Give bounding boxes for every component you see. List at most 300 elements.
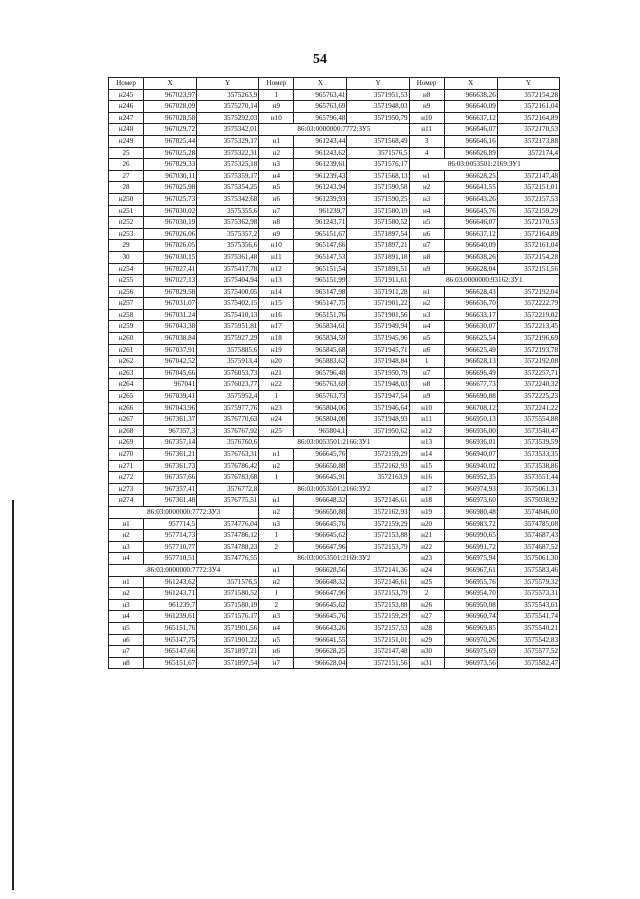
table-row (109, 286, 560, 298)
y-coordinate-cell: 3571897,21 (347, 240, 409, 252)
y-coordinate-cell: 3572162,93 (347, 460, 409, 472)
table-row (109, 588, 560, 600)
y-coordinate-cell: 3571897,54 (197, 657, 259, 669)
y-coordinate-cell: 3571576,17 (197, 611, 259, 623)
table-row (109, 356, 560, 368)
y-coordinate-cell: 3575342,68 (197, 193, 259, 205)
point-number-cell: н1 (259, 449, 294, 461)
x-coordinate-cell: 966628,13 (444, 356, 497, 368)
table-row (109, 472, 560, 484)
x-coordinate-cell: 966955,76 (444, 576, 497, 588)
x-coordinate-cell: 966630,07 (444, 321, 497, 333)
point-number-cell: н21 (259, 367, 294, 379)
x-coordinate-cell: 961243,62 (144, 576, 197, 588)
point-number-cell: н12 (409, 425, 444, 437)
point-number-cell: н25 (409, 576, 444, 588)
x-coordinate-cell: 966645,76 (444, 205, 497, 217)
y-coordinate-cell: 3575410,13 (197, 309, 259, 321)
y-coordinate-cell: 3572154,28 (497, 89, 559, 101)
y-coordinate-cell: 3575579,32 (497, 576, 559, 588)
table-row (109, 182, 560, 194)
table-row (109, 170, 560, 182)
y-coordinate-cell: 3572151,01 (497, 182, 559, 194)
point-number-cell: н2 (259, 460, 294, 472)
y-coordinate-cell: 3575977,76 (197, 402, 259, 414)
table-row (109, 530, 560, 542)
table-row (109, 89, 560, 101)
x-coordinate-cell: 966648,32 (294, 576, 347, 588)
y-coordinate-cell: 3571949,94 (347, 321, 409, 333)
point-number-cell: н15 (259, 298, 294, 310)
point-number-cell: 30 (109, 251, 144, 263)
point-number-cell: н2 (259, 576, 294, 588)
point-number-cell: н23 (259, 402, 294, 414)
x-coordinate-cell: 965796,48 (294, 367, 347, 379)
point-number-cell: н8 (409, 89, 444, 101)
x-coordinate-cell: 965151,67 (294, 228, 347, 240)
x-coordinate-cell: 966936,01 (444, 437, 497, 449)
y-coordinate-cell: 3571948,03 (347, 379, 409, 391)
table-row (109, 599, 560, 611)
y-coordinate-cell: 3575582,47 (497, 657, 559, 669)
y-coordinate-cell: 3571901,56 (347, 309, 409, 321)
point-number-cell: н9 (409, 101, 444, 113)
point-number-cell: н22 (409, 541, 444, 553)
point-number-cell: н19 (259, 344, 294, 356)
y-coordinate-cell: 3576053,73 (197, 367, 259, 379)
point-number-cell: н24 (259, 414, 294, 426)
x-coordinate-cell: 966950,13 (444, 414, 497, 426)
x-coordinate-cell: 967045,66 (144, 367, 197, 379)
x-coordinate-cell: 966980,48 (444, 506, 497, 518)
point-number-cell: н8 (259, 217, 294, 229)
y-coordinate-cell: 3572159,29 (347, 518, 409, 530)
x-coordinate-cell: 966983,72 (444, 518, 497, 530)
x-coordinate-cell: 965151,54 (294, 263, 347, 275)
point-number-cell: н2 (409, 298, 444, 310)
point-number-cell: н5 (109, 622, 144, 634)
x-coordinate-cell: 965834,59 (294, 333, 347, 345)
y-coordinate-cell: 3572164,89 (497, 228, 559, 240)
y-coordinate-cell: 3576775,51 (197, 495, 259, 507)
column-header: Y (497, 78, 559, 90)
x-coordinate-cell: 967037,91 (144, 344, 197, 356)
x-coordinate-cell: 967041 (144, 379, 197, 391)
table-row (109, 147, 560, 159)
x-coordinate-cell: 966696,49 (444, 367, 497, 379)
y-coordinate-cell: 3572174,4 (497, 147, 559, 159)
point-number-cell: н245 (109, 89, 144, 101)
table-row (109, 541, 560, 553)
x-coordinate-cell: 961243,94 (294, 182, 347, 194)
x-coordinate-cell: 966970,26 (444, 634, 497, 646)
y-coordinate-cell: 3574776,04 (197, 518, 259, 530)
y-coordinate-cell: 3572193,78 (497, 344, 559, 356)
point-number-cell: н254 (109, 263, 144, 275)
point-number-cell: н6 (259, 646, 294, 658)
y-coordinate-cell: 3571576,5 (347, 147, 409, 159)
x-coordinate-cell: 965147,66 (294, 240, 347, 252)
y-coordinate-cell: 3575061,31 (497, 483, 559, 495)
y-coordinate-cell: 3571590,58 (347, 182, 409, 194)
point-number-cell: н22 (259, 379, 294, 391)
table-row (109, 553, 560, 565)
y-coordinate-cell: 3575400,05 (197, 286, 259, 298)
y-coordinate-cell: 3572196,69 (497, 333, 559, 345)
y-coordinate-cell: 3572219,02 (497, 309, 559, 321)
x-coordinate-cell: 967025,44 (144, 135, 197, 147)
x-coordinate-cell: 967027,41 (144, 263, 197, 275)
y-coordinate-cell: 3571576,5 (197, 576, 259, 588)
x-coordinate-cell: 965147,98 (294, 286, 347, 298)
table-row (109, 367, 560, 379)
point-number-cell: н9 (409, 263, 444, 275)
y-coordinate-cell: 3575404,94 (197, 275, 259, 287)
y-coordinate-cell: 3571945,71 (347, 344, 409, 356)
x-coordinate-cell: 967028,58 (144, 112, 197, 124)
point-number-cell: н262 (109, 356, 144, 368)
x-coordinate-cell: 967023,97 (144, 89, 197, 101)
column-header: X (294, 78, 347, 90)
point-number-cell: н252 (109, 217, 144, 229)
y-coordinate-cell: 3575329,17 (197, 135, 259, 147)
y-coordinate-cell: 3575325,18 (197, 159, 259, 171)
point-number-cell: н1 (259, 495, 294, 507)
point-number-cell: н31 (409, 657, 444, 669)
y-coordinate-cell: 3573551,44 (497, 472, 559, 484)
point-number-cell: н16 (409, 472, 444, 484)
point-number-cell: н2 (109, 530, 144, 542)
y-coordinate-cell: 3571901,22 (347, 298, 409, 310)
y-coordinate-cell: 3571901,56 (197, 622, 259, 634)
x-coordinate-cell: 965763,69 (294, 379, 347, 391)
x-coordinate-cell: 966625,49 (444, 344, 497, 356)
point-number-cell: н3 (109, 541, 144, 553)
point-number-cell: н273 (109, 483, 144, 495)
point-number-cell: н261 (109, 344, 144, 356)
x-coordinate-cell: 965147,75 (294, 298, 347, 310)
x-coordinate-cell: 966967,61 (444, 564, 497, 576)
y-coordinate-cell: 3572146,61 (347, 495, 409, 507)
point-number-cell: н7 (259, 657, 294, 669)
y-coordinate-cell: 3572161,04 (497, 101, 559, 113)
x-coordinate-cell: 965763,41 (294, 89, 347, 101)
point-number-cell: н27 (409, 611, 444, 623)
x-coordinate-cell: 967357,41 (144, 483, 197, 495)
section-heading-cell: 86:03:0053501:2166:ЗУ1 (259, 437, 409, 449)
section-heading-cell: 86:03:0000000:7772:ЗУ4 (109, 564, 259, 576)
x-coordinate-cell: 965147,53 (294, 251, 347, 263)
x-coordinate-cell: 965804,06 (294, 402, 347, 414)
y-coordinate-cell: 3575573,31 (497, 588, 559, 600)
y-coordinate-cell: 3572147,48 (497, 170, 559, 182)
x-coordinate-cell: 966636,70 (444, 298, 497, 310)
y-coordinate-cell: 3571950,62 (347, 425, 409, 437)
y-coordinate-cell: 3572153,79 (347, 588, 409, 600)
y-coordinate-cell: 3572151,56 (347, 657, 409, 669)
y-coordinate-cell: 3572257,71 (497, 367, 559, 379)
y-coordinate-cell: 3571948,93 (347, 414, 409, 426)
y-coordinate-cell: 3572225,23 (497, 391, 559, 403)
y-coordinate-cell: 3572159,29 (497, 205, 559, 217)
point-number-cell: 1 (409, 356, 444, 368)
y-coordinate-cell: 3571947,54 (347, 391, 409, 403)
y-coordinate-cell: 3571948,03 (347, 101, 409, 113)
x-coordinate-cell: 965147,75 (144, 634, 197, 646)
point-number-cell: н5 (259, 182, 294, 194)
y-coordinate-cell: 3576786,42 (197, 460, 259, 472)
y-coordinate-cell: 3575355,6 (197, 205, 259, 217)
table-row (109, 101, 560, 113)
y-coordinate-cell: 3576767,92 (197, 425, 259, 437)
x-coordinate-cell: 965804,08 (294, 414, 347, 426)
column-header: X (444, 78, 497, 90)
point-number-cell: н5 (259, 634, 294, 646)
point-number-cell: н1 (259, 135, 294, 147)
table-row (109, 251, 560, 263)
table-row (109, 414, 560, 426)
x-coordinate-cell: 966952,35 (444, 472, 497, 484)
point-number-cell: н263 (109, 367, 144, 379)
x-coordinate-cell: 966650,88 (294, 506, 347, 518)
y-coordinate-cell: 3571911,28 (347, 286, 409, 298)
point-number-cell: н13 (409, 437, 444, 449)
x-coordinate-cell: 967357,66 (144, 472, 197, 484)
table-row (109, 275, 560, 287)
table-row (109, 576, 560, 588)
point-number-cell: н3 (109, 599, 144, 611)
y-coordinate-cell: 3571897,54 (347, 228, 409, 240)
y-coordinate-cell: 3572153,79 (347, 541, 409, 553)
y-coordinate-cell: 3572141,36 (347, 564, 409, 576)
section-heading-cell: 86:03:0000000:7772:ЗУ5 (259, 124, 409, 136)
table-row (109, 449, 560, 461)
y-coordinate-cell: 3575359,17 (197, 170, 259, 182)
x-coordinate-cell: 966646,07 (444, 217, 497, 229)
table-row (109, 622, 560, 634)
point-number-cell: н247 (109, 112, 144, 124)
point-number-cell: н4 (259, 622, 294, 634)
point-number-cell: 2 (259, 599, 294, 611)
table-row (109, 205, 560, 217)
point-number-cell: н251 (109, 205, 144, 217)
point-number-cell: н1 (109, 576, 144, 588)
point-number-cell: н7 (109, 646, 144, 658)
x-coordinate-cell: 966628,43 (444, 286, 497, 298)
point-number-cell: н2 (409, 182, 444, 194)
y-coordinate-cell: 3572170,53 (497, 217, 559, 229)
y-coordinate-cell: 3571580,52 (347, 217, 409, 229)
point-number-cell: н28 (409, 622, 444, 634)
y-coordinate-cell: 3574786,12 (197, 530, 259, 542)
x-coordinate-cell: 967357,14 (144, 437, 197, 449)
point-number-cell: н274 (109, 495, 144, 507)
point-number-cell: н5 (409, 217, 444, 229)
y-coordinate-cell: 3575417,78 (197, 263, 259, 275)
y-coordinate-cell: 3575583,46 (497, 564, 559, 576)
x-coordinate-cell: 966628,25 (294, 646, 347, 658)
point-number-cell: н23 (409, 553, 444, 565)
y-coordinate-cell: 3571946,64 (347, 402, 409, 414)
point-number-cell: н14 (409, 449, 444, 461)
section-heading-cell: 86:03:0000000:7772:ЗУ3 (109, 506, 259, 518)
y-coordinate-cell: 3571590,25 (347, 193, 409, 205)
section-heading-cell: 86:03:0053501:2166:ЗУ2 (259, 483, 409, 495)
x-coordinate-cell: 961243,71 (144, 588, 197, 600)
y-coordinate-cell: 3572161,04 (497, 240, 559, 252)
y-coordinate-cell: 3576763,31 (197, 449, 259, 461)
y-coordinate-cell: 3571891,18 (347, 251, 409, 263)
table-row (109, 425, 560, 437)
x-coordinate-cell: 966645,62 (294, 599, 347, 611)
margin-line (12, 500, 14, 890)
y-coordinate-cell: 3576760,6 (197, 437, 259, 449)
coordinates-table (108, 77, 560, 669)
point-number-cell: н4 (109, 611, 144, 623)
point-number-cell: н21 (409, 530, 444, 542)
y-coordinate-cell: 3574687,52 (497, 541, 559, 553)
y-coordinate-cell: 3572241,22 (497, 402, 559, 414)
point-number-cell: н246 (109, 101, 144, 113)
y-coordinate-cell: 3575952,4 (197, 391, 259, 403)
y-coordinate-cell: 3571951,53 (347, 89, 409, 101)
x-coordinate-cell: 966637,12 (444, 228, 497, 240)
x-coordinate-cell: 965834,61 (294, 321, 347, 333)
table-row (109, 437, 560, 449)
y-coordinate-cell: 3576783,68 (197, 472, 259, 484)
x-coordinate-cell: 966650,88 (294, 460, 347, 472)
point-number-cell: н8 (109, 657, 144, 669)
x-coordinate-cell: 967025,98 (144, 182, 197, 194)
point-number-cell: 25 (109, 147, 144, 159)
column-header: X (144, 78, 197, 90)
point-number-cell: н7 (259, 205, 294, 217)
x-coordinate-cell: 967025,73 (144, 193, 197, 205)
point-number-cell: н250 (109, 193, 144, 205)
x-coordinate-cell: 966638,26 (444, 251, 497, 263)
point-number-cell: н17 (259, 321, 294, 333)
point-number-cell: н3 (259, 159, 294, 171)
table-row (109, 564, 560, 576)
section-heading-cell: 86:03:0053501:2169:ЗУ2 (259, 553, 409, 565)
point-number-cell: н270 (109, 449, 144, 461)
y-coordinate-cell: 3571901,22 (197, 634, 259, 646)
point-number-cell: н1 (409, 170, 444, 182)
y-coordinate-cell: 3575362,98 (197, 217, 259, 229)
section-heading-cell: 86:03:0000000:93162:ЗУ1 (409, 275, 559, 287)
x-coordinate-cell: 966645,76 (294, 611, 347, 623)
point-number-cell: 4 (409, 147, 444, 159)
point-number-cell: 27 (109, 170, 144, 182)
point-number-cell: н10 (259, 112, 294, 124)
table-row (109, 159, 560, 171)
point-number-cell: н265 (109, 391, 144, 403)
y-coordinate-cell: 3572192,08 (497, 356, 559, 368)
x-coordinate-cell: 965796,48 (294, 112, 347, 124)
point-number-cell: н248 (109, 124, 144, 136)
y-coordinate-cell: 3574788,23 (197, 541, 259, 553)
x-coordinate-cell: 966637,12 (444, 112, 497, 124)
y-coordinate-cell: 3571568,49 (347, 135, 409, 147)
x-coordinate-cell: 966626,89 (444, 147, 497, 159)
point-number-cell: н259 (109, 321, 144, 333)
y-coordinate-cell: 3572170,53 (497, 124, 559, 136)
x-coordinate-cell: 967361,73 (144, 460, 197, 472)
y-coordinate-cell: 3575361,48 (197, 251, 259, 263)
point-number-cell: н6 (259, 193, 294, 205)
point-number-cell: н256 (109, 286, 144, 298)
table-row (109, 460, 560, 472)
y-coordinate-cell: 3573540,47 (497, 425, 559, 437)
y-coordinate-cell: 3575885,6 (197, 344, 259, 356)
table-row (109, 495, 560, 507)
x-coordinate-cell: 966647,96 (294, 541, 347, 553)
point-number-cell: н29 (409, 634, 444, 646)
y-coordinate-cell: 3571911,61 (347, 275, 409, 287)
point-number-cell: н18 (409, 495, 444, 507)
point-number-cell: н11 (409, 414, 444, 426)
table-row (109, 506, 560, 518)
point-number-cell: н9 (259, 101, 294, 113)
y-coordinate-cell: 3572240,32 (497, 379, 559, 391)
point-number-cell: н8 (409, 379, 444, 391)
point-number-cell: н3 (259, 611, 294, 623)
x-coordinate-cell: 967031,07 (144, 298, 197, 310)
x-coordinate-cell: 966677,73 (444, 379, 497, 391)
x-coordinate-cell: 961239,61 (294, 159, 347, 171)
point-number-cell: н20 (259, 356, 294, 368)
x-coordinate-cell: 966974,93 (444, 483, 497, 495)
x-coordinate-cell: 966643,26 (294, 622, 347, 634)
table-row (109, 193, 560, 205)
x-coordinate-cell: 966954,70 (444, 588, 497, 600)
x-coordinate-cell: 967361,48 (144, 495, 197, 507)
x-coordinate-cell: 966991,72 (444, 541, 497, 553)
x-coordinate-cell: 967042,52 (144, 356, 197, 368)
table-row (109, 135, 560, 147)
x-coordinate-cell: 957710,77 (144, 541, 197, 553)
x-coordinate-cell: 967361,21 (144, 449, 197, 461)
point-number-cell: 28 (109, 182, 144, 194)
x-coordinate-cell: 965151,76 (294, 309, 347, 321)
point-number-cell: н249 (109, 135, 144, 147)
y-coordinate-cell: 3571950,79 (347, 112, 409, 124)
point-number-cell: н264 (109, 379, 144, 391)
x-coordinate-cell: 966641,55 (294, 634, 347, 646)
x-coordinate-cell: 966625,54 (444, 333, 497, 345)
y-coordinate-cell: 3571945,96 (347, 333, 409, 345)
y-coordinate-cell: 3572213,45 (497, 321, 559, 333)
y-coordinate-cell: 3572146,61 (347, 576, 409, 588)
point-number-cell: н4 (109, 553, 144, 565)
point-number-cell: н7 (409, 240, 444, 252)
point-number-cell: н10 (259, 240, 294, 252)
y-coordinate-cell: 3571580,19 (347, 205, 409, 217)
point-number-cell: н1 (109, 518, 144, 530)
y-coordinate-cell: 3574846,00 (497, 506, 559, 518)
x-coordinate-cell: 961243,71 (294, 217, 347, 229)
x-coordinate-cell: 966950,08 (444, 599, 497, 611)
point-number-cell: н4 (409, 205, 444, 217)
y-coordinate-cell: 3576770,63 (197, 414, 259, 426)
x-coordinate-cell: 965147,66 (144, 646, 197, 658)
point-number-cell: н269 (109, 437, 144, 449)
point-number-cell: н11 (259, 251, 294, 263)
point-number-cell: н24 (409, 564, 444, 576)
point-number-cell: н258 (109, 309, 144, 321)
x-coordinate-cell: 966645,76 (294, 449, 347, 461)
point-number-cell: н3 (409, 309, 444, 321)
